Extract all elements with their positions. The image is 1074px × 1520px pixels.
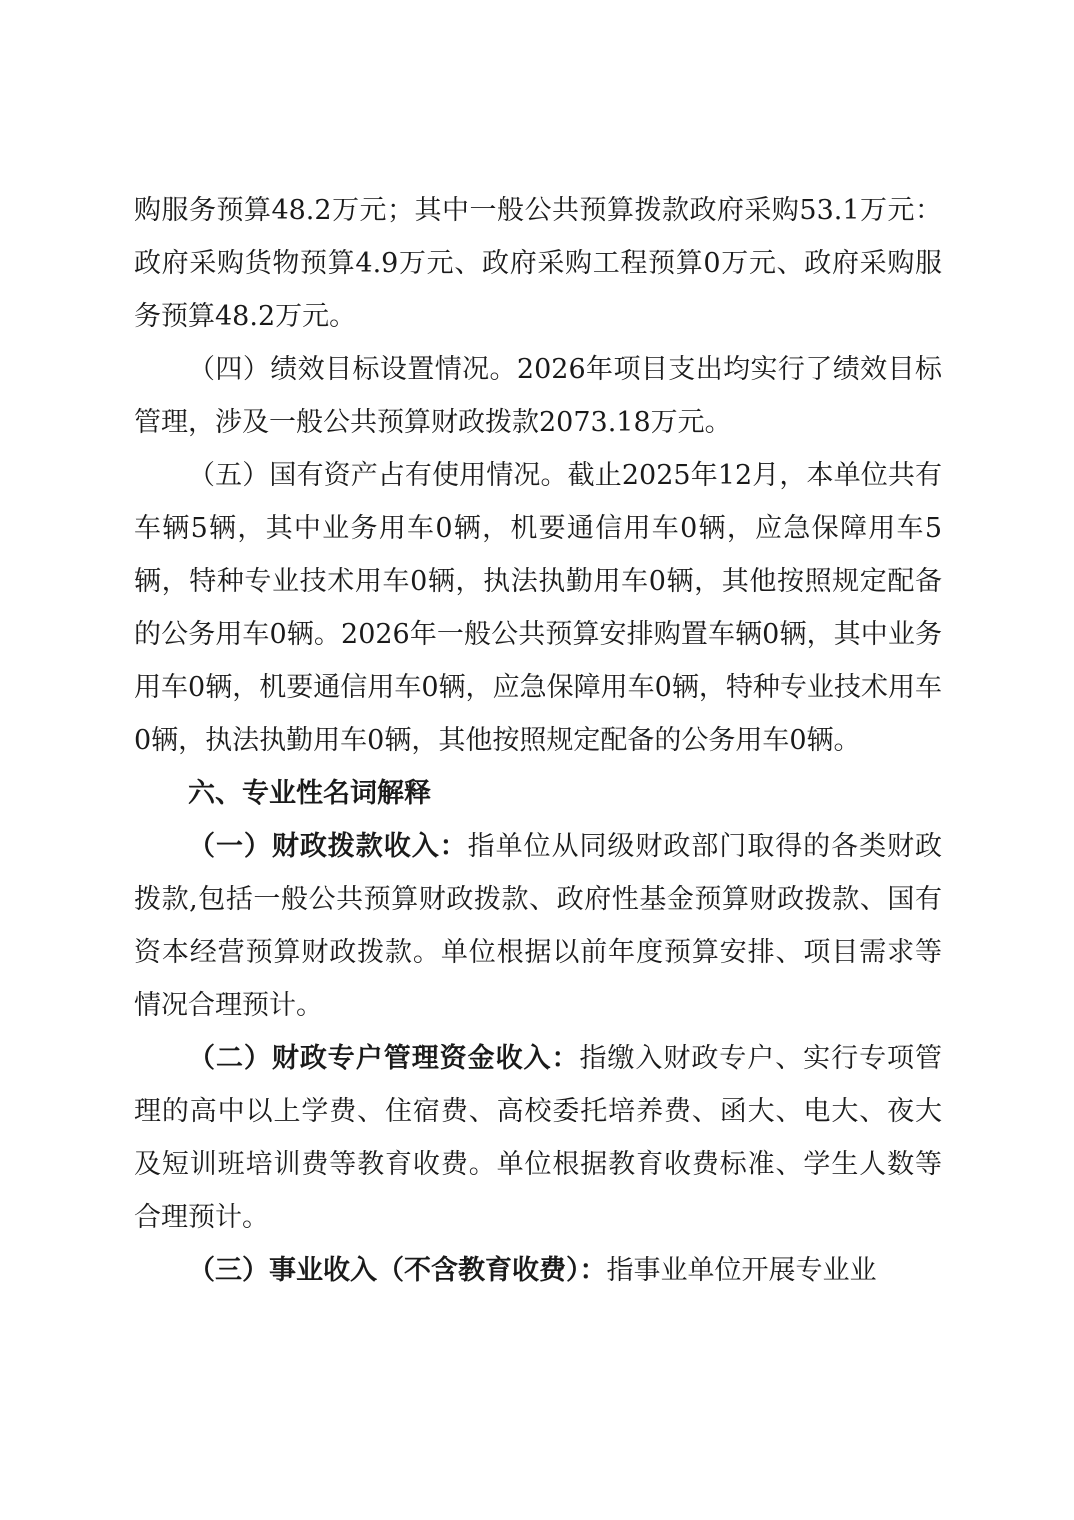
paragraph-performance-targets: （四）绩效目标设置情况。2026年项目支出均实行了绩效目标管理，涉及一般公共预算财政拨款2073.18万元。 (134, 354, 942, 438)
term-definition: 指缴入财政专户、实行专项管理的高中以上学费、住宿费、高校委托培养费、函大、电大、夜大及短训班培训费等教育收费。单位根据教育收费标准、学生人数等合理预计。 (134, 1043, 943, 1233)
term-item-special-account-funds (134, 1032, 942, 1244)
document-body (134, 184, 942, 1297)
term-label: （二）财政专户管理资金收入： (188, 1043, 580, 1074)
paragraph-state-assets: （五）国有资产占有使用情况。截止2025年12月，本单位共有车辆5辆，其中业务用车0辆，机要通信用车0辆，应急保障用车5辆，特种专业技术用车0辆，执法执勤用车0辆，其他按照规定配备的公务用车0辆。2026年一般公共预算安排购置车辆0辆，其中业务用车0辆，机要通信用车0辆，应急保障用车0辆，特种专业技术用车0辆，执法执勤用车0辆，其他按照规定配备的公务用车0辆。 (134, 460, 942, 756)
term-label: （一）财政拨款收入： (188, 831, 468, 862)
term-item-operating-income (134, 1244, 942, 1297)
term-item-fiscal-appropriation (134, 820, 942, 1032)
paragraph-procurement-continued: 购服务预算48.2万元；其中一般公共预算拨款政府采购53.1万元：政府采购货物预算4.9万元、政府采购工程预算0万元、政府采购服务预算48.2万元。 (134, 195, 942, 332)
term-label: （三）事业收入（不含教育收费）： (188, 1255, 607, 1286)
term-definition: 指事业单位开展专业业 (606, 1255, 877, 1286)
term-definition: 指单位从同级财政部门取得的各类财政拨款,包括一般公共预算财政拨款、政府性基金预算财政拨款、国有资本经营预算财政拨款。单位根据以前年度预算安排、项目需求等情况合理预计。 (134, 831, 943, 1021)
section-heading-terms: 六、专业性名词解释 (188, 778, 431, 809)
